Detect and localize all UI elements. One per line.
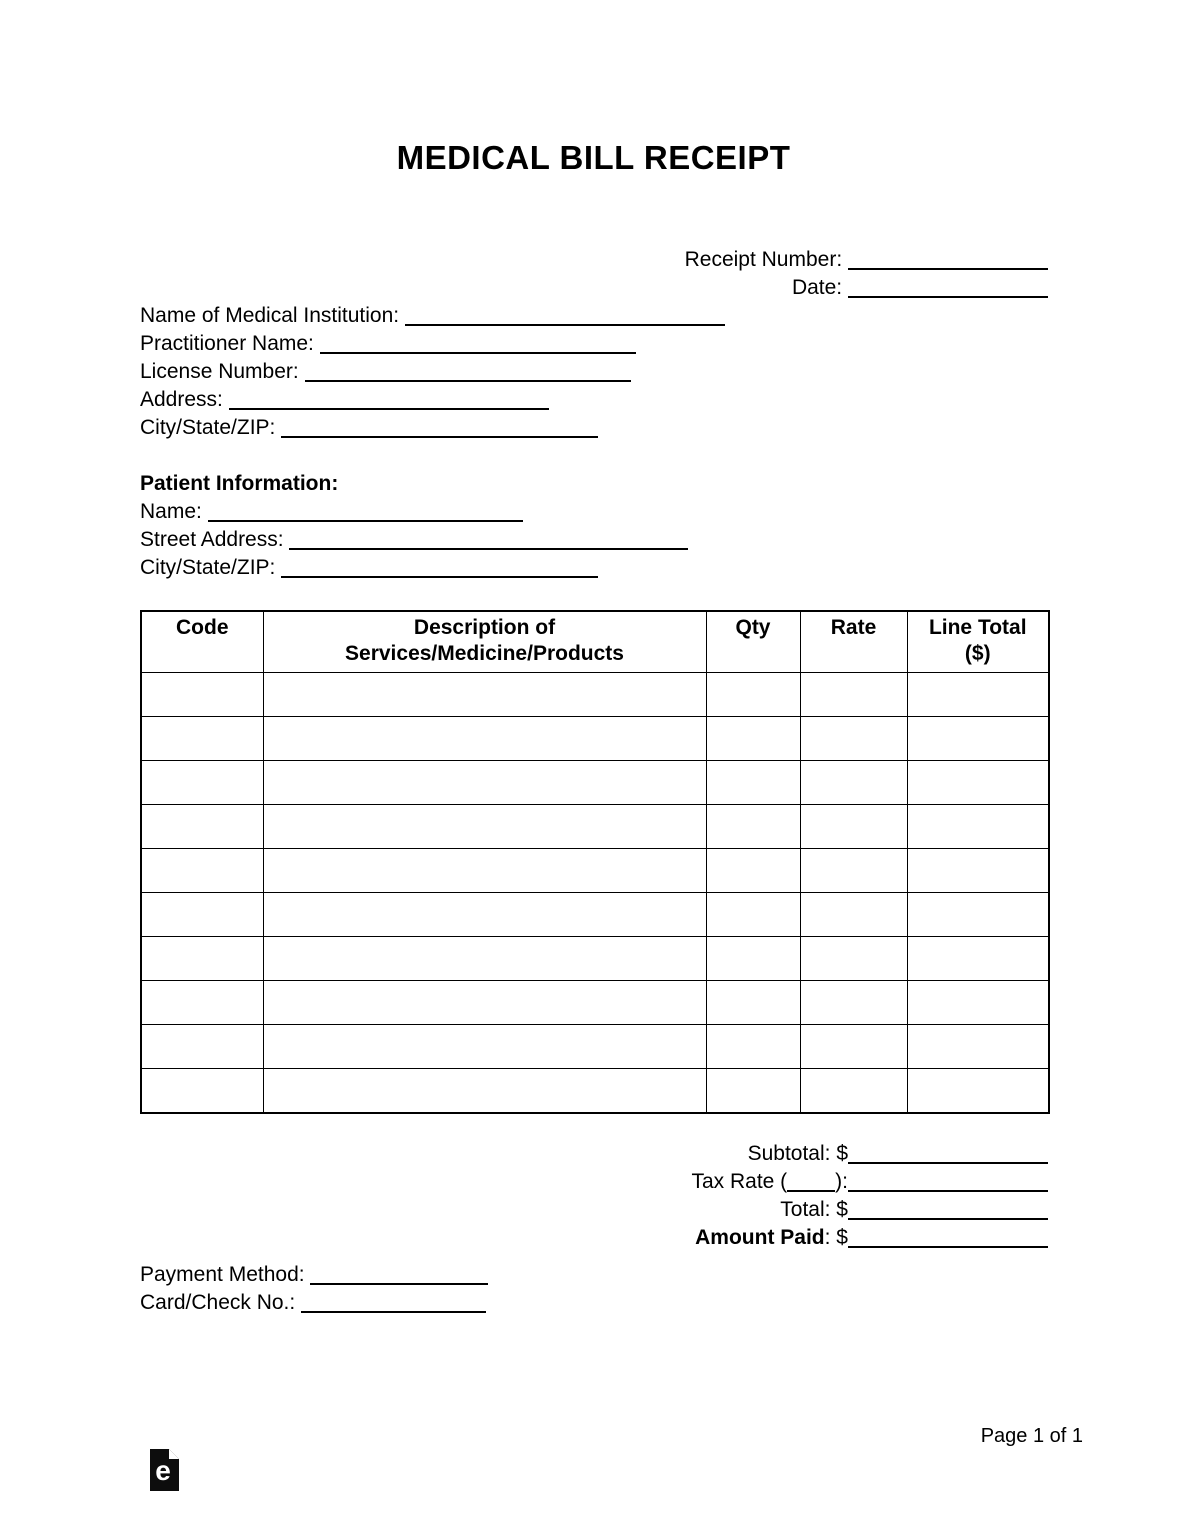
cell-description xyxy=(263,1025,706,1069)
cell-description xyxy=(263,981,706,1025)
header-description-line1: Description of xyxy=(413,616,556,639)
cell-rate xyxy=(800,761,907,805)
table-row xyxy=(141,717,1049,761)
total-row xyxy=(0,1196,1048,1224)
table-row xyxy=(141,937,1049,981)
cell-rate xyxy=(800,805,907,849)
practitioner-name-line xyxy=(320,352,636,354)
table-body xyxy=(141,673,1049,1113)
cell-code xyxy=(141,805,263,849)
tax-rate-label-open: Tax Rate ( xyxy=(691,1169,788,1193)
card-check-label: Card/Check No.: xyxy=(140,1290,296,1314)
payment-method-row xyxy=(140,1261,1187,1289)
institution-city-state-zip-line xyxy=(281,436,598,438)
header-qty-label: Qty xyxy=(735,616,771,639)
patient-name-label: Name: xyxy=(140,500,202,523)
patient-section-heading: Patient Information: xyxy=(140,472,339,495)
receipt-meta xyxy=(0,246,1048,302)
table-header-row xyxy=(141,611,1049,673)
cell-rate xyxy=(800,893,907,937)
cell-code xyxy=(141,1069,263,1113)
table-row xyxy=(141,849,1049,893)
cell-line-total xyxy=(907,717,1049,761)
receipt-number-row xyxy=(0,246,1048,274)
tax-rate-row xyxy=(0,1168,1048,1196)
cell-description xyxy=(263,717,706,761)
patient-info xyxy=(140,470,1187,582)
cell-code xyxy=(141,849,263,893)
cell-code xyxy=(141,717,263,761)
receipt-number-label: Receipt Number: xyxy=(684,248,843,271)
eforms-logo-icon xyxy=(150,1449,179,1491)
cell-qty xyxy=(706,805,800,849)
patient-street-label: Street Address: xyxy=(140,528,284,551)
cell-qty xyxy=(706,893,800,937)
cell-rate xyxy=(800,937,907,981)
cell-code xyxy=(141,937,263,981)
cell-line-total xyxy=(907,849,1049,893)
cell-code xyxy=(141,1025,263,1069)
card-check-line xyxy=(301,1311,486,1313)
page-title: MEDICAL BILL RECEIPT xyxy=(396,139,791,176)
cell-rate xyxy=(800,1025,907,1069)
license-number-label: License Number: xyxy=(140,360,299,383)
institution-name-row xyxy=(140,302,1187,330)
cell-qty xyxy=(706,717,800,761)
cell-rate xyxy=(800,673,907,717)
table-row xyxy=(141,805,1049,849)
patient-name-row xyxy=(140,498,1187,526)
cell-line-total xyxy=(907,805,1049,849)
cell-line-total xyxy=(907,981,1049,1025)
patient-city-state-zip-label: City/State/ZIP: xyxy=(140,556,276,579)
header-description xyxy=(263,611,706,673)
table-row xyxy=(141,981,1049,1025)
patient-name-line xyxy=(208,520,523,522)
header-qty xyxy=(706,611,800,673)
amount-paid-label: Amount Paid xyxy=(695,1225,825,1249)
cell-rate xyxy=(800,981,907,1025)
payment-section xyxy=(140,1261,1187,1317)
card-check-row xyxy=(140,1289,1187,1317)
cell-description xyxy=(263,937,706,981)
payment-method-label: Payment Method: xyxy=(140,1262,305,1286)
cell-code xyxy=(141,761,263,805)
table-row xyxy=(141,673,1049,717)
cell-line-total xyxy=(907,893,1049,937)
cell-code xyxy=(141,673,263,717)
cell-rate xyxy=(800,1069,907,1113)
subtotal-label: Subtotal: $ xyxy=(747,1141,848,1165)
cell-description xyxy=(263,673,706,717)
practitioner-name-row xyxy=(140,330,1187,358)
cell-line-total xyxy=(907,673,1049,717)
table-row xyxy=(141,893,1049,937)
subtotal-line xyxy=(848,1162,1048,1164)
header-description-line2: Services/Medicine/Products xyxy=(345,642,624,665)
cell-qty xyxy=(706,673,800,717)
cell-description xyxy=(263,761,706,805)
date-row xyxy=(0,274,1048,302)
payment-method-line xyxy=(310,1283,488,1285)
cell-qty xyxy=(706,1069,800,1113)
institution-address-label: Address: xyxy=(140,388,223,411)
institution-address-row xyxy=(140,386,1187,414)
cell-qty xyxy=(706,761,800,805)
cell-line-total xyxy=(907,937,1049,981)
institution-info xyxy=(140,302,1187,442)
totals-section xyxy=(0,1140,1048,1252)
amount-paid-row xyxy=(0,1224,1048,1252)
tax-rate-line xyxy=(848,1190,1048,1192)
cell-description xyxy=(263,805,706,849)
tax-rate-label-close: ): xyxy=(835,1169,848,1193)
subtotal-row xyxy=(0,1140,1048,1168)
cell-description xyxy=(263,1069,706,1113)
cell-line-total xyxy=(907,761,1049,805)
header-rate xyxy=(800,611,907,673)
institution-city-state-zip-label: City/State/ZIP: xyxy=(140,416,276,439)
cell-description xyxy=(263,893,706,937)
cell-rate xyxy=(800,717,907,761)
cell-qty xyxy=(706,849,800,893)
table-row xyxy=(141,1069,1049,1113)
practitioner-name-label: Practitioner Name: xyxy=(140,332,314,355)
cell-description xyxy=(263,849,706,893)
institution-name-line xyxy=(405,324,725,326)
patient-city-state-zip-line xyxy=(281,576,598,578)
total-line xyxy=(848,1218,1048,1220)
logo-letter: e xyxy=(155,1455,171,1486)
amount-paid-line xyxy=(848,1246,1048,1248)
page-indicator: Page 1 of 1 xyxy=(980,1425,1083,1447)
amount-paid-suffix: : $ xyxy=(824,1225,848,1249)
cell-code xyxy=(141,981,263,1025)
total-label: Total: $ xyxy=(780,1197,848,1221)
cell-line-total xyxy=(907,1069,1049,1113)
patient-street-line xyxy=(289,548,688,550)
receipt-number-line xyxy=(848,268,1048,270)
institution-city-state-zip-row xyxy=(140,414,1187,442)
cell-qty xyxy=(706,981,800,1025)
patient-street-row xyxy=(140,526,1187,554)
cell-qty xyxy=(706,937,800,981)
header-rate-label: Rate xyxy=(830,616,877,639)
table-header xyxy=(141,611,1049,673)
table-row xyxy=(141,1025,1049,1069)
header-code-label: Code xyxy=(176,616,229,639)
license-number-line xyxy=(305,380,631,382)
institution-address-line xyxy=(229,408,549,410)
header-line-total xyxy=(907,611,1049,673)
line-items-table xyxy=(140,610,1050,1114)
header-code xyxy=(141,611,263,673)
patient-city-state-zip-row xyxy=(140,554,1187,582)
tax-rate-blank-line xyxy=(787,1190,835,1192)
institution-name-label: Name of Medical Institution: xyxy=(140,304,400,327)
header-line-total-line1: Line Total xyxy=(928,616,1027,639)
cell-rate xyxy=(800,849,907,893)
cell-code xyxy=(141,893,263,937)
license-number-row xyxy=(140,358,1187,386)
table-row xyxy=(141,761,1049,805)
date-line xyxy=(848,296,1048,298)
cell-qty xyxy=(706,1025,800,1069)
date-label: Date: xyxy=(791,276,843,299)
header-line-total-line2: ($) xyxy=(964,642,991,665)
cell-line-total xyxy=(907,1025,1049,1069)
